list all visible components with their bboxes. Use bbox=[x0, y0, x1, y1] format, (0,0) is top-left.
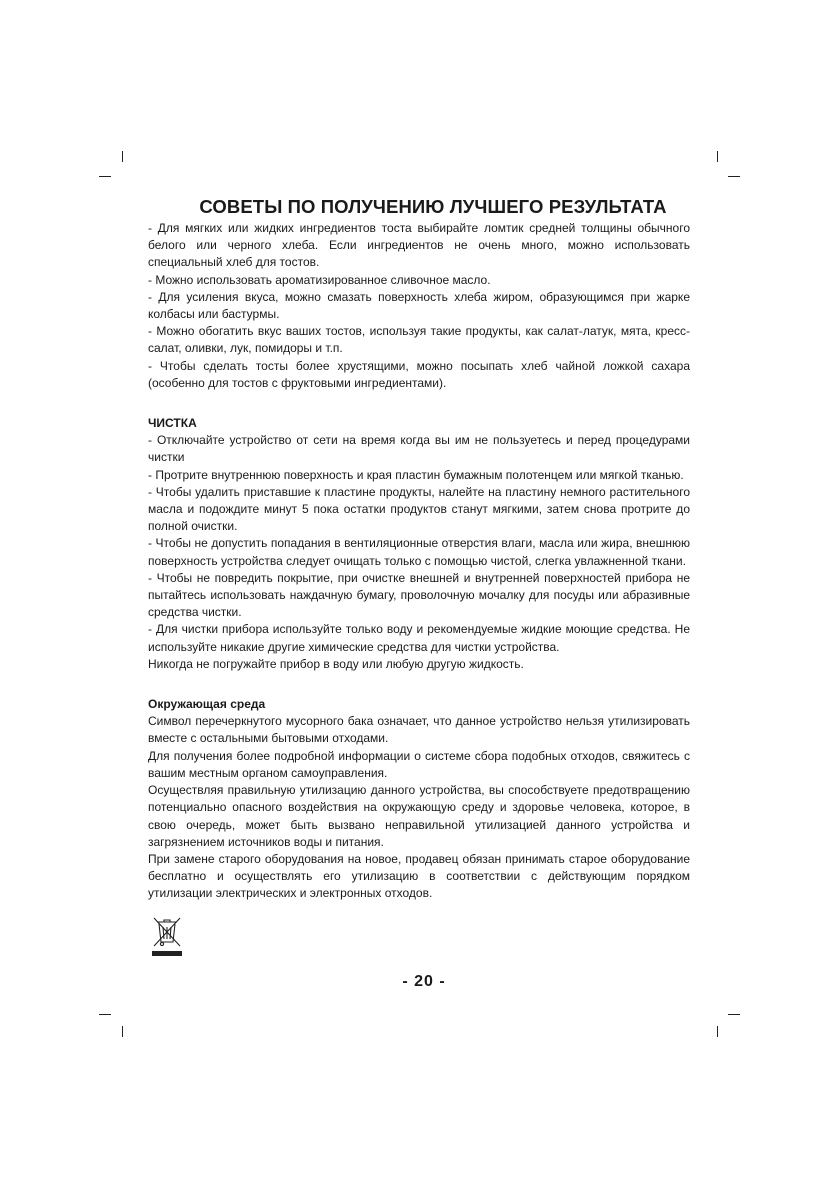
crop-mark bbox=[99, 176, 111, 177]
crop-mark bbox=[728, 1014, 740, 1015]
crop-mark bbox=[122, 1026, 123, 1037]
cleaning-paragraph: - Отключайте устройство от сети на время когда вы им не пользуетесь и перед процедурами чистки bbox=[148, 433, 690, 465]
cleaning-paragraph: - Чтобы не повредить покрытие, при очистке внешней и внутренней поверхностей прибора не пытайтесь использовать наждачную бумагу, проволочную мочалку для посуды или абразивные средства чистки. bbox=[148, 570, 690, 620]
page-title: СОВЕТЫ ПО ПОЛУЧЕНИЮ ЛУЧШЕГО РЕЗУЛЬТАТА bbox=[199, 196, 667, 217]
environment-paragraph: Символ перечеркнутого мусорного бака означает, что данное устройство нельзя утилизировать вместе с остальными бытовыми отходами. bbox=[148, 714, 690, 746]
tip-paragraph: - Для мягких или жидких ингредиентов тоста выбирайте ломтик средней толщины обычного белого или черного хлеба. Если ингредиентов не очень много, можно использовать специальный хлеб для тостов. bbox=[148, 221, 690, 270]
tip-paragraph: - Можно использовать ароматизированное сливочное масло. bbox=[148, 272, 491, 287]
tip-paragraph: - Для усиления вкуса, можно смазать поверхность хлеба жиром, образующимся при жарке колбасы или бастурмы. bbox=[148, 289, 690, 322]
tips-section bbox=[148, 220, 690, 392]
cleaning-heading: ЧИСТКА bbox=[148, 416, 197, 431]
crossed-out-wheelie-bin-icon bbox=[151, 915, 183, 957]
crop-mark bbox=[717, 151, 718, 162]
crop-mark bbox=[99, 1014, 111, 1015]
cleaning-paragraph: - Чтобы удалить приставшие к пластине продукты, налейте на пластину немного растительного масла и подождите минут 5 пока остатки продуктов станут мягкими, затем снова протрите до полной очистки. bbox=[148, 484, 690, 534]
environment-paragraph: Для получения более подробной информации о системе сбора подобных отходов, свяжитесь с вашим местным органом самоуправления. bbox=[148, 748, 690, 780]
cleaning-paragraph: Никогда не погружайте прибор в воду или любую другую жидкость. bbox=[148, 656, 524, 671]
environment-section bbox=[148, 696, 690, 902]
page-content bbox=[148, 196, 690, 962]
cleaning-paragraph: - Протрите внутреннюю поверхность и края пластин бумажным полотенцем или мягкой тканью. bbox=[148, 467, 684, 482]
crop-mark bbox=[728, 176, 740, 177]
cleaning-paragraph: - Для чистки прибора используйте только воду и рекомендуемые жидкие моющие средства. Не используйте никакие другие химические средства для чистки устройства. bbox=[148, 622, 690, 654]
crop-mark bbox=[717, 1026, 718, 1037]
environment-heading: Окружающая среда bbox=[148, 697, 266, 712]
page-number: - 20 - bbox=[402, 973, 446, 990]
tip-paragraph: - Чтобы сделать тосты более хрустящими, можно посыпать хлеб чайной ложкой сахара (особенно для тостов с фруктовыми ингредиентами). bbox=[148, 358, 690, 390]
cleaning-section bbox=[148, 415, 690, 673]
tip-paragraph: - Можно обогатить вкус ваших тостов, используя такие продукты, как салат-латук, мята, кресс-салат, оливки, лук, помидоры и т.п. bbox=[148, 324, 690, 356]
environment-paragraph: Осуществляя правильную утилизацию данного устройства, вы способствуете предотвращению потенциально опасного воздействия на окружающую среду и здоровье человека, которое, в свою очередь, может быть вызвано неправильной утилизацией данного устройства и загрязнением источников воды и питания. bbox=[148, 783, 690, 849]
cleaning-paragraph: - Чтобы не допустить попадания в вентиляционные отверстия влаги, масла или жира, внешнюю поверхность устройства следует очищать только с помощью чистой, слегка увлажненной ткани. bbox=[148, 536, 690, 568]
environment-paragraph: При замене старого оборудования на новое, продавец обязан принимать старое оборудование бесплатно и осуществлять его утилизацию в соответствии с действующим порядком утилизации электрических и электронных отходов. bbox=[148, 851, 690, 901]
crop-mark bbox=[122, 151, 123, 162]
